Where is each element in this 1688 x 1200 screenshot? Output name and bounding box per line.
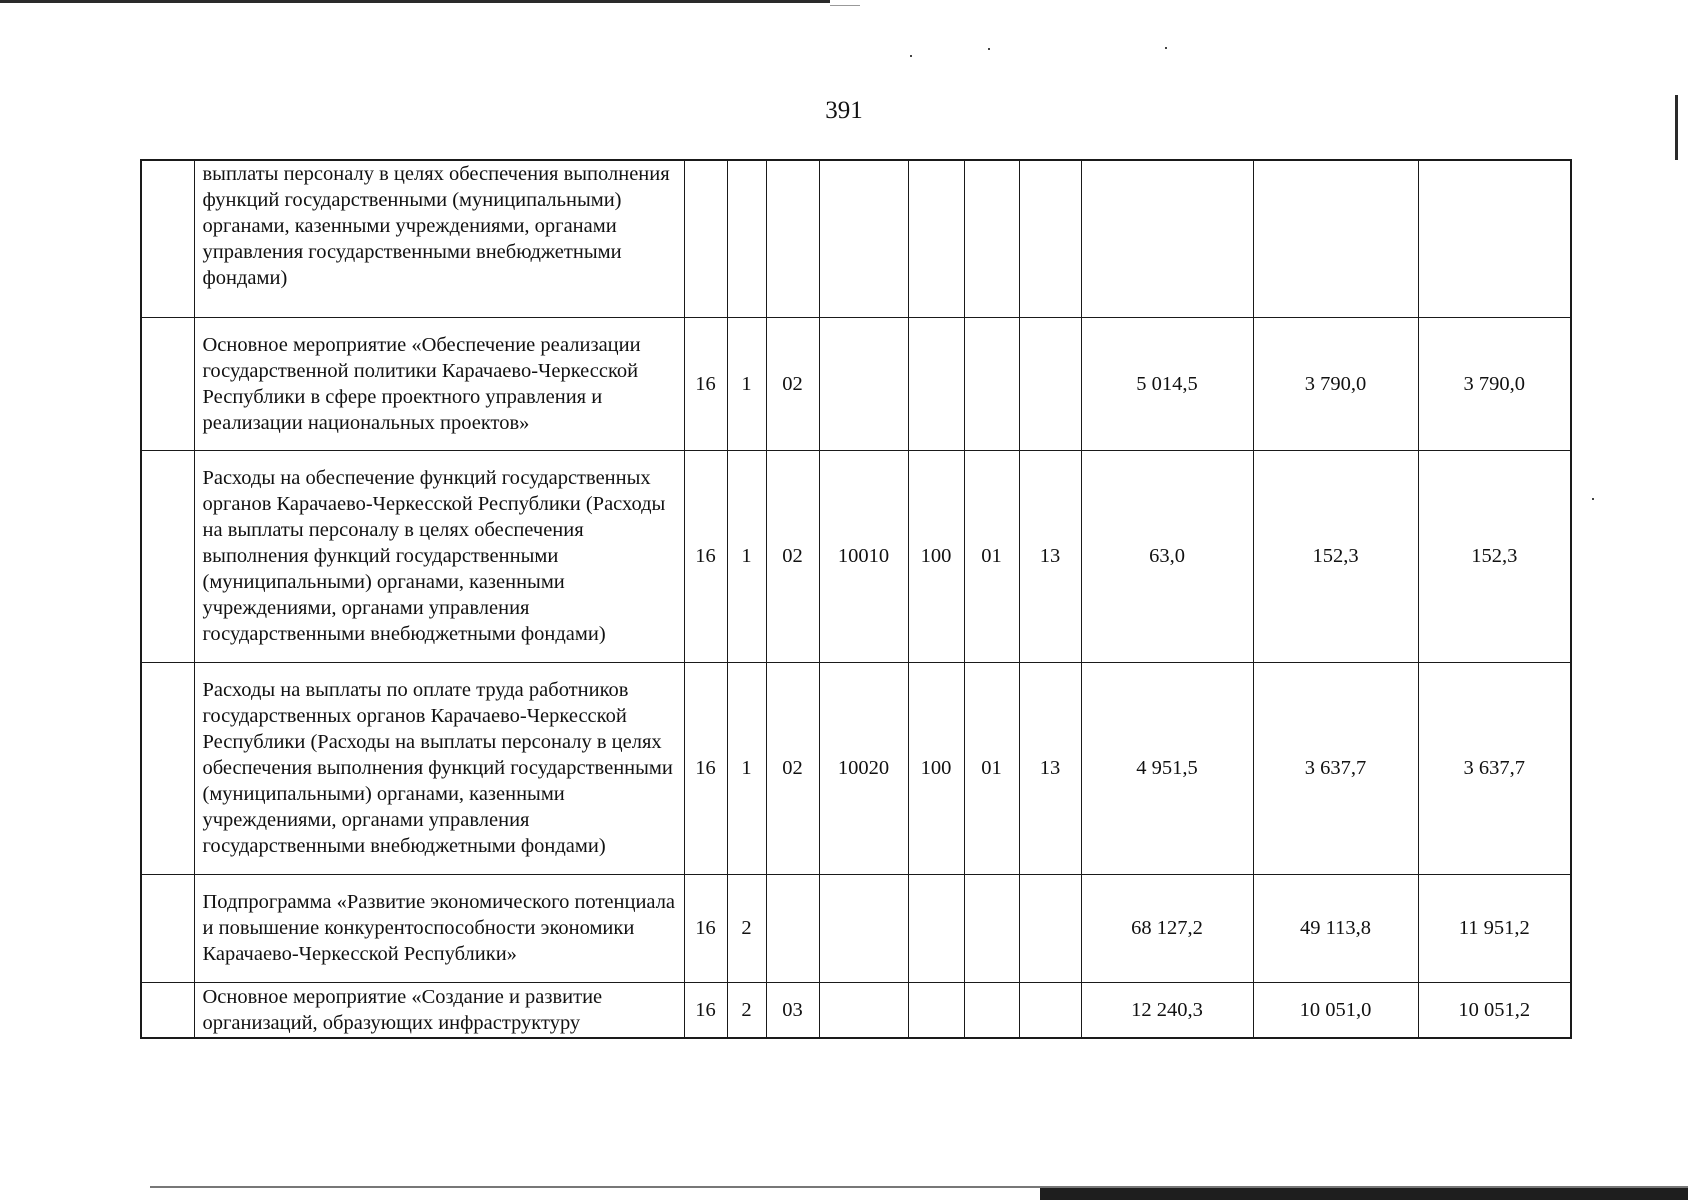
amount-cell: 3 637,7 (1418, 662, 1571, 874)
index-cell (141, 450, 194, 662)
code-cell: 13 (1019, 450, 1081, 662)
amount-cell: 5 014,5 (1081, 317, 1253, 450)
code-cell (1019, 160, 1081, 317)
code-cell: 16 (684, 317, 727, 450)
table-row (141, 317, 1571, 450)
amount-cell: 10 051,0 (1253, 982, 1418, 1038)
code-cell: 01 (964, 662, 1019, 874)
code-cell: 16 (684, 450, 727, 662)
code-cell (819, 982, 908, 1038)
index-cell (141, 982, 194, 1038)
code-cell (908, 982, 964, 1038)
index-cell (141, 317, 194, 450)
table-row (141, 160, 1571, 317)
code-cell: 2 (727, 874, 766, 982)
code-cell (964, 982, 1019, 1038)
scan-speck (1592, 498, 1594, 500)
scan-edge-top (0, 0, 830, 3)
code-cell (908, 317, 964, 450)
scan-edge-top-faint (830, 5, 860, 6)
code-cell (1019, 982, 1081, 1038)
code-cell: 02 (766, 450, 819, 662)
index-cell (141, 874, 194, 982)
amount-cell (1418, 160, 1571, 317)
index-cell (141, 662, 194, 874)
code-cell: 10020 (819, 662, 908, 874)
code-cell: 16 (684, 982, 727, 1038)
amount-cell: 152,3 (1253, 450, 1418, 662)
code-cell (964, 317, 1019, 450)
code-cell (819, 160, 908, 317)
amount-cell: 10 051,2 (1418, 982, 1571, 1038)
table-row (141, 662, 1571, 874)
page-number: 391 (825, 97, 863, 124)
description-cell: Подпрограмма «Развитие экономического потенциала и повышение конкурентоспособности экономики Карачаево-Черкесской Республики» (194, 874, 684, 982)
code-cell (819, 874, 908, 982)
scan-speck (910, 55, 912, 57)
scan-speck (1165, 47, 1167, 49)
budget-table (140, 159, 1572, 1039)
description-cell: Расходы на обеспечение функций государственных органов Карачаево-Черкесской Республики (Расходы на выплаты персоналу в целях обеспечения выполнения функций государственными (муниципальными) органами, казенными учреждениями, органами управления государственными внебюджетными фондами) (194, 450, 684, 662)
description-cell: Основное мероприятие «Обеспечение реализации государственной политики Карачаево-Черкесской Республики в сфере проектного управления и реализации национальных проектов» (194, 317, 684, 450)
code-cell: 1 (727, 662, 766, 874)
code-cell (819, 317, 908, 450)
amount-cell (1253, 160, 1418, 317)
scan-edge-bottom-thick (1040, 1188, 1688, 1200)
amount-cell: 49 113,8 (1253, 874, 1418, 982)
code-cell: 100 (908, 662, 964, 874)
amount-cell: 11 951,2 (1418, 874, 1571, 982)
code-cell (766, 160, 819, 317)
amount-cell: 152,3 (1418, 450, 1571, 662)
amount-cell: 4 951,5 (1081, 662, 1253, 874)
amount-cell: 3 637,7 (1253, 662, 1418, 874)
description-cell: выплаты персоналу в целях обеспечения выполнения функций государственными (муниципальными) органами, казенными учреждениями, органами управления государственными внебюджетными фондами) (194, 160, 684, 317)
code-cell (964, 160, 1019, 317)
code-cell: 02 (766, 317, 819, 450)
code-cell: 03 (766, 982, 819, 1038)
code-cell: 1 (727, 450, 766, 662)
amount-cell: 68 127,2 (1081, 874, 1253, 982)
code-cell (684, 160, 727, 317)
table-row (141, 450, 1571, 662)
code-cell: 02 (766, 662, 819, 874)
amount-cell: 12 240,3 (1081, 982, 1253, 1038)
code-cell: 16 (684, 662, 727, 874)
amount-cell (1081, 160, 1253, 317)
code-cell (908, 874, 964, 982)
amount-cell: 3 790,0 (1253, 317, 1418, 450)
code-cell: 100 (908, 450, 964, 662)
scan-speck (988, 48, 990, 50)
code-cell (964, 874, 1019, 982)
description-cell: Основное мероприятие «Создание и развитие организаций, образующих инфраструктуру (194, 982, 684, 1038)
code-cell (766, 874, 819, 982)
description-cell: Расходы на выплаты по оплате труда работников государственных органов Карачаево-Черкесской Республики (Расходы на выплаты персоналу в целях обеспечения выполнения функций государственными (муниципальными) органами, казенными учреждениями, органами управления государственными внебюджетными фондами) (194, 662, 684, 874)
table-row (141, 982, 1571, 1038)
code-cell (908, 160, 964, 317)
table-row (141, 874, 1571, 982)
code-cell (1019, 317, 1081, 450)
code-cell: 01 (964, 450, 1019, 662)
index-cell (141, 160, 194, 317)
code-cell: 16 (684, 874, 727, 982)
code-cell (1019, 874, 1081, 982)
code-cell (727, 160, 766, 317)
amount-cell: 3 790,0 (1418, 317, 1571, 450)
amount-cell: 63,0 (1081, 450, 1253, 662)
code-cell: 13 (1019, 662, 1081, 874)
code-cell: 10010 (819, 450, 908, 662)
code-cell: 2 (727, 982, 766, 1038)
code-cell: 1 (727, 317, 766, 450)
